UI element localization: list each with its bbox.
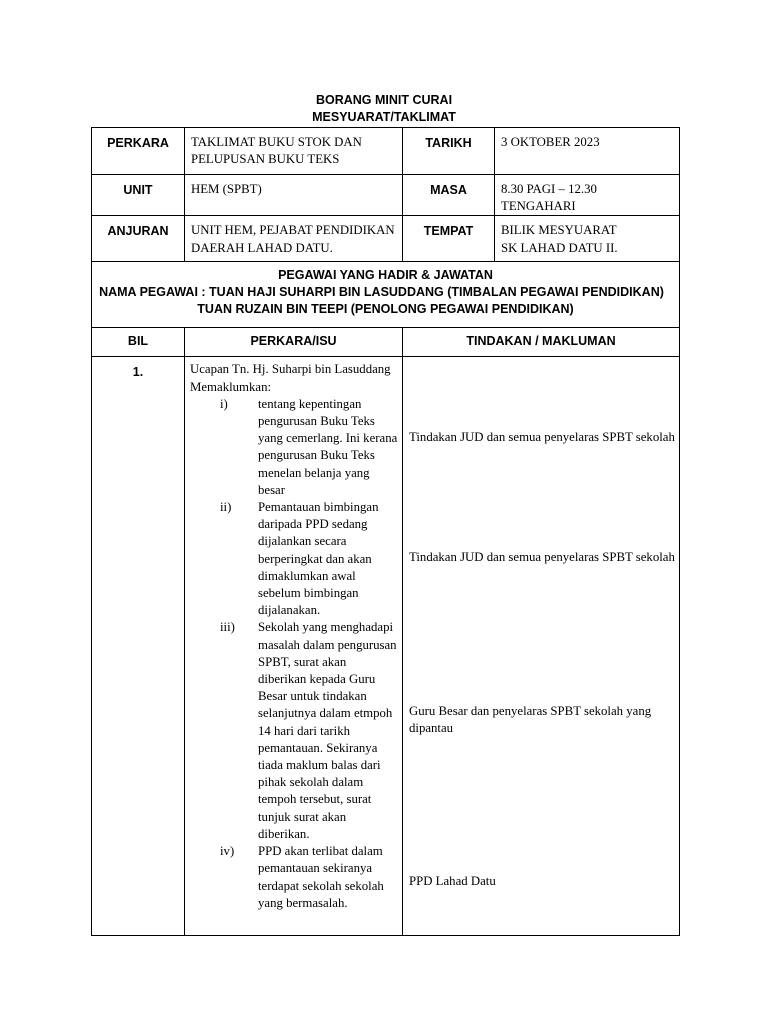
col-tindakan: TINDAKAN / MAKLUMAN (403, 328, 680, 357)
item-line: diberikan. (258, 826, 310, 841)
tempat-label: TEMPAT (403, 216, 495, 262)
anjuran-value (185, 216, 403, 262)
item-line: berperingkat dan akan (258, 551, 372, 566)
perkara-line-2: PELUPUSAN BUKU TEKS (191, 152, 340, 167)
form-title: BORANG MINIT CURAI (315, 93, 453, 107)
action-item-2: Tindakan JUD dan semua penyelaras SPBT sekolah (409, 550, 675, 565)
action-item-3: Guru Besar dan penyelaras SPBT sekolah yang (409, 704, 652, 719)
tempat-line-1: BILIK MESYUARAT (501, 223, 617, 238)
item-number: ii) (220, 500, 232, 515)
intro-line-2: Memaklumkan: (190, 379, 272, 394)
tarikh-value: 3 OKTOBER 2023 (495, 128, 680, 175)
item-line: PPD akan terlibat dalam (258, 844, 383, 859)
attendance-line-2: TUAN RUZAIN BIN TEEPI (PENOLONG PEGAWAI PENDIDIKAN) (197, 302, 574, 317)
perkara-line-1: TAKLIMAT BUKU STOK DAN (191, 135, 362, 149)
item-line: dijalankan secara (258, 534, 347, 549)
item-line: daripada PPD sedang (258, 517, 368, 532)
perkara-label: PERKARA (92, 128, 185, 175)
masa-value: 8.30 PAGI – 12.30 TENGAHARI (495, 175, 680, 216)
item-line: pihak sekolah dalam (258, 775, 364, 790)
item-line: tentang kepentingan (258, 396, 362, 411)
masa-label: MASA (403, 175, 495, 216)
list-item (190, 619, 398, 843)
item-number: iv) (220, 844, 235, 859)
info-row-anjuran (92, 216, 680, 262)
attendance-block (92, 262, 680, 328)
row-bil: 1. (92, 357, 185, 936)
item-line: pengurusan Buku Teks (258, 448, 375, 463)
item-line: tunjuk surat akan (258, 809, 347, 824)
item-line: yang cemerlang. Ini kerana (258, 431, 398, 446)
item-line: 14 hari dari tarikh (258, 723, 351, 738)
item-line: masalah dalam pengurusan (258, 637, 397, 652)
item-line: Pemantauan bimbingan (258, 500, 379, 515)
attendance-line-1: NAMA PEGAWAI : TUAN HAJI SUHARPI BIN LASUDDANG (TIMBALAN PEGAWAI PENDIDIKAN) (99, 285, 664, 300)
action-item-1: Tindakan JUD dan semua penyelaras SPBT sekolah (409, 430, 675, 445)
list-item (190, 499, 398, 619)
item-line: selanjutnya dalam etmpoh (258, 706, 393, 721)
item-line: pemantauan. Sekiranya (258, 740, 378, 755)
item-line: pengurusan Buku Teks (258, 414, 375, 429)
item-line: Sekolah yang menghadapi (258, 620, 394, 635)
unit-value: HEM (SPBT) (185, 175, 403, 216)
item-number: iii) (220, 620, 235, 635)
col-bil: BIL (92, 328, 185, 357)
info-row-perkara (92, 128, 680, 175)
anjuran-label: ANJURAN (92, 216, 185, 262)
item-line: yang bermasalah. (258, 895, 348, 910)
table-row (92, 357, 680, 936)
item-line: Besar untuk tindakan (258, 689, 367, 704)
perkara-value (185, 128, 403, 175)
tempat-value (495, 216, 680, 262)
tempat-line-2: SK LAHAD DATU II. (501, 240, 618, 255)
anjuran-line-1: UNIT HEM, PEJABAT PENDIDIKAN (191, 223, 395, 238)
item-line: dimaklumkan awal (258, 568, 356, 583)
item-line: diberikan kepada Guru (258, 672, 376, 687)
column-header-row (92, 328, 680, 357)
item-line: terdapat sekolah sekolah (258, 878, 384, 893)
attendance-row (92, 262, 680, 328)
item-line: tempoh tersebut, surat (258, 792, 372, 807)
unit-label: UNIT (92, 175, 185, 216)
action-item-4: PPD Lahad Datu (409, 874, 496, 889)
item-line: dijalanakan. (258, 603, 321, 618)
attendance-heading: PEGAWAI YANG HADIR & JAWATAN (278, 268, 493, 283)
list-item (190, 396, 398, 499)
item-number: i) (220, 396, 228, 411)
col-perkara: PERKARA/ISU (185, 328, 403, 357)
item-line: SPBT, surat akan (258, 654, 347, 669)
form-subtitle: MESYUARAT/TAKLIMAT (312, 110, 456, 124)
minutes-table (91, 127, 680, 936)
item-line: sebelum bimbingan (258, 586, 359, 601)
anjuran-line-2: DAERAH LAHAD DATU. (191, 240, 333, 255)
row-perkara (185, 357, 403, 936)
list-item (190, 843, 398, 912)
item-line: pemantauan sekiranya (258, 861, 373, 876)
row-tindakan (403, 357, 680, 936)
tarikh-label: TARIKH (403, 128, 495, 175)
item-line: besar (258, 482, 285, 497)
info-row-unit (92, 175, 680, 216)
item-line: tiada maklum balas dari (258, 758, 381, 773)
item-line: menelan belanja yang (258, 465, 370, 480)
action-item-3b: dipantau (409, 721, 454, 736)
intro-line-1: Ucapan Tn. Hj. Suharpi bin Lasuddang (190, 362, 391, 377)
